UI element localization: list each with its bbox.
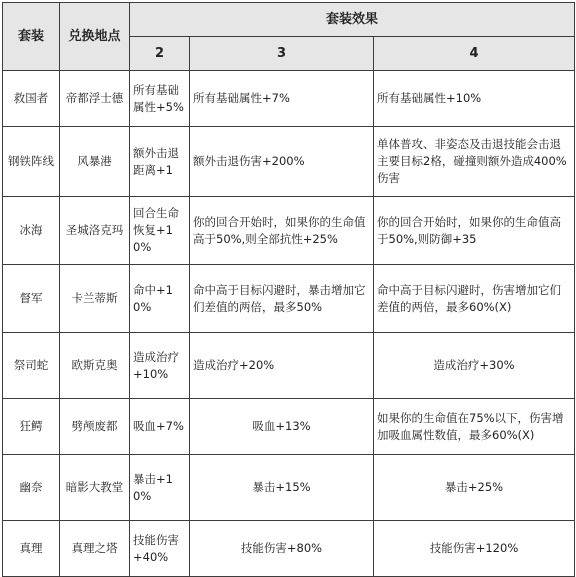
effect-2: 造成治疗+10%: [130, 333, 190, 399]
set-location: 劈颅废都: [60, 399, 130, 455]
effect-3: 技能伤害+80%: [190, 521, 374, 577]
header-piece-3: 3: [190, 37, 374, 71]
effect-2: 技能伤害+40%: [130, 521, 190, 577]
effect-2: 暴击+10%: [130, 455, 190, 521]
set-location: 风暴港: [60, 127, 130, 197]
effect-3: 额外击退伤害+200%: [190, 127, 374, 197]
header-row-1: [3, 3, 575, 37]
set-location: 真理之塔: [60, 521, 130, 577]
effect-4: 你的回合开始时，如果你的生命值高于50%,则防御+35: [374, 197, 575, 265]
effect-3: 所有基础属性+7%: [190, 71, 374, 127]
effect-3: 暴击+15%: [190, 455, 374, 521]
set-location: 帝都浮士德: [60, 71, 130, 127]
table-row: [3, 333, 575, 399]
effect-2: 额外击退距离+1: [130, 127, 190, 197]
set-name: 救国者: [3, 71, 60, 127]
table-row: [3, 197, 575, 265]
set-location: 圣城洛克玛: [60, 197, 130, 265]
set-bonus-table: [2, 2, 575, 577]
header-set: 套装: [3, 3, 60, 71]
effect-3: 造成治疗+20%: [190, 333, 374, 399]
set-name: 督军: [3, 265, 60, 333]
effect-4: 暴击+25%: [374, 455, 575, 521]
table-row: [3, 127, 575, 197]
set-name: 幽奈: [3, 455, 60, 521]
table-row: [3, 521, 575, 577]
header-piece-2: 2: [130, 37, 190, 71]
table-row: [3, 399, 575, 455]
table-row: [3, 71, 575, 127]
effect-4: 技能伤害+120%: [374, 521, 575, 577]
effect-4: 如果你的生命值在75%以下，伤害增加吸血属性数值，最多60%(X): [374, 399, 575, 455]
set-location: 欧斯克奥: [60, 333, 130, 399]
set-name: 狂鳄: [3, 399, 60, 455]
header-effects: 套装效果: [130, 3, 575, 37]
effect-3: 吸血+13%: [190, 399, 374, 455]
table-row: [3, 265, 575, 333]
effect-3: 命中高于目标闪避时，暴击增加它们差值的两倍，最多50%: [190, 265, 374, 333]
effect-2: 命中+10%: [130, 265, 190, 333]
set-location: 卡兰蒂斯: [60, 265, 130, 333]
set-name: 祭司蛇: [3, 333, 60, 399]
header-piece-4: 4: [374, 37, 575, 71]
header-location: 兑换地点: [60, 3, 130, 71]
table-row: [3, 455, 575, 521]
effect-2: 吸血+7%: [130, 399, 190, 455]
effect-4: 单体普攻、非姿态及击退技能会击退主要目标2格，碰撞则额外造成400%伤害: [374, 127, 575, 197]
set-name: 冰海: [3, 197, 60, 265]
set-name: 真理: [3, 521, 60, 577]
set-name: 钢铁阵线: [3, 127, 60, 197]
effect-2: 回合生命恢复+10%: [130, 197, 190, 265]
set-location: 暗影大教堂: [60, 455, 130, 521]
effect-2: 所有基础属性+5%: [130, 71, 190, 127]
effect-4: 造成治疗+30%: [374, 333, 575, 399]
effect-3: 你的回合开始时，如果你的生命值高于50%,则全部抗性+25%: [190, 197, 374, 265]
effect-4: 所有基础属性+10%: [374, 71, 575, 127]
effect-4: 命中高于目标闪避时，伤害增加它们差值的两倍，最多60%(X): [374, 265, 575, 333]
